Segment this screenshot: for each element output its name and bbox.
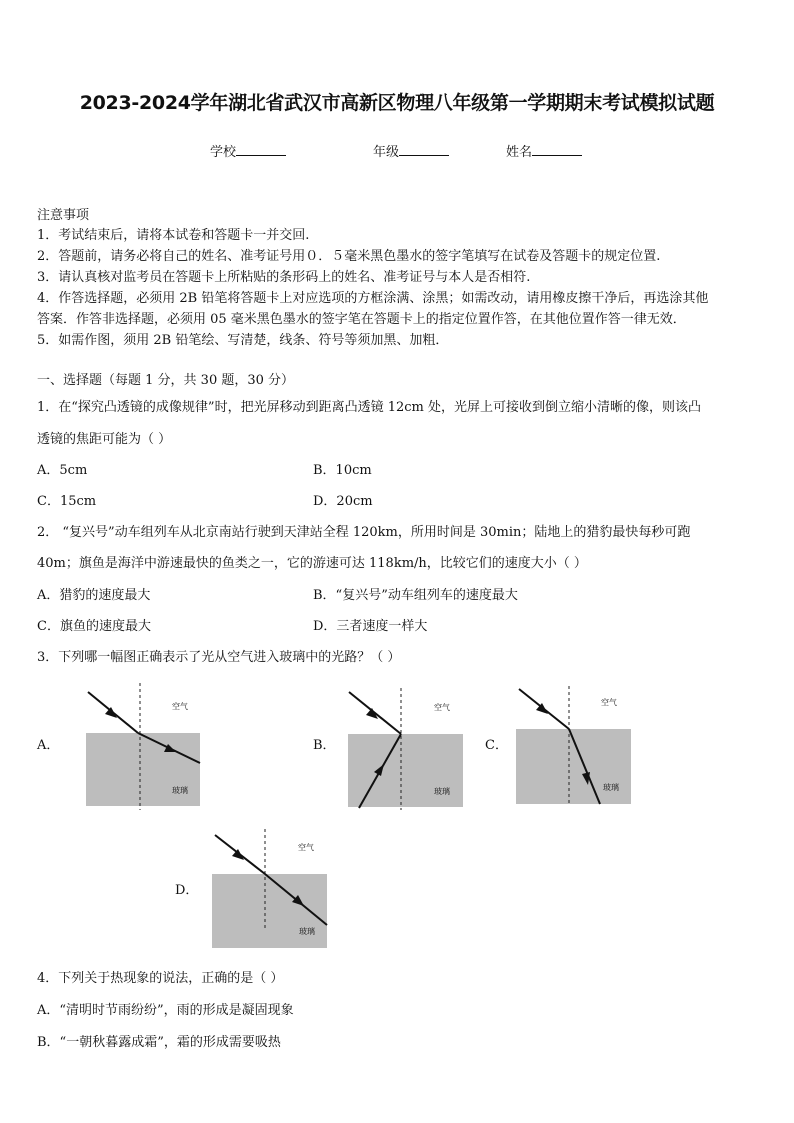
q4-option-a: A．“清明时节雨纷纷”，雨的形成是凝固现象: [37, 1003, 294, 1018]
q1-option-a: A．5cm: [37, 463, 88, 478]
grade-label: 年级: [373, 145, 400, 160]
q3-option-a-label: A．: [37, 738, 60, 753]
school-label: 学校: [210, 145, 237, 160]
q1-option-b: B．10cm: [313, 463, 372, 478]
q3-d-glass-label: 玻璃: [299, 927, 315, 936]
q3-option-b-label: B．: [313, 738, 336, 753]
q3-stem: 3．下列哪一幅图正确表示了光从空气进入玻璃中的光路？（ ）: [37, 650, 401, 665]
notes-heading: 注意事项: [37, 208, 90, 223]
q4-option-b: B．“一朝秋暮露成霜”，霜的形成需要吸热: [37, 1035, 281, 1050]
q1-stem-line1: 1．在“探究凸透镜的成像规律”时，把光屏移动到距离凸透镜 12cm 处，光屏上可接收到倒立缩小清晰的像，则该凸: [37, 400, 701, 415]
note-item: 3．请认真核对监考员在答题卡上所粘贴的条形码上的姓名、准考证号与本人是否相符.: [37, 270, 531, 285]
note-item: 2．答题前，请务必将自己的姓名、准考证号用０．５毫米黑色墨水的签字笔填写在试卷及答题卡的规定位置.: [37, 249, 661, 264]
section-heading: 一、选择题（每题 1 分，共 30 题，30 分）: [37, 373, 295, 388]
q3-b-air-label: 空气: [434, 703, 450, 712]
q3-a-air-label: 空气: [172, 702, 188, 711]
note-item: 5．如需作图，须用 2B 铅笔绘、写清楚，线条、符号等须加黑、加粗．: [37, 333, 449, 348]
name-label: 姓名: [506, 145, 533, 160]
note-item: 4．作答选择题，必须用 2B 铅笔将答题卡上对应选项的方框涂满、涂黑；如需改动，请用橡皮擦干净后，再选涂其他: [37, 291, 709, 306]
q4-stem: 4．下列关于热现象的说法，正确的是（ ）: [37, 971, 284, 986]
q3-b-glass-label: 玻璃: [434, 787, 450, 796]
q2-stem-line2: 40m；旗鱼是海洋中游速最快的鱼类之一，它的游速可达 118km/h，比较它们的速度大小（ ）: [37, 556, 587, 571]
q3-d-air-label: 空气: [298, 843, 314, 852]
q1-stem-line2: 透镜的焦距可能为（ ）: [37, 432, 172, 447]
q2-option-b: B．“复兴号”动车组列车的速度最大: [313, 588, 518, 603]
q3-c-glass-label: 玻璃: [603, 783, 619, 792]
note-item: 答案．作答非选择题，必须用 05 毫米黑色墨水的签字笔在答题卡上的指定位置作答，在其他位置作答一律无效．: [37, 312, 686, 327]
q2-option-d: D．三者速度一样大: [313, 619, 428, 634]
q2-stem-line1: 2． “复兴号”动车组列车从北京南站行驶到天津站全程 120km，所用时间是 30min；陆地上的猎豹最快每秒可跑: [37, 525, 691, 540]
q2-option-c: C．旗鱼的速度最大: [37, 619, 151, 634]
q3-a-glass-label: 玻璃: [172, 786, 188, 795]
q3-c-air-label: 空气: [601, 698, 617, 707]
q3-option-d-label: D．: [175, 883, 199, 898]
q2-option-a: A．猎豹的速度最大: [37, 588, 151, 603]
note-item: 1．考试结束后，请将本试卷和答题卡一并交回.: [37, 228, 310, 243]
q1-option-c: C．15cm: [37, 494, 97, 509]
q1-option-d: D．20cm: [313, 494, 373, 509]
q3-option-c-label: C．: [485, 738, 508, 753]
page-title: 2023-2024学年湖北省武汉市高新区物理八年级第一学期期末考试模拟试题: [79, 92, 715, 114]
